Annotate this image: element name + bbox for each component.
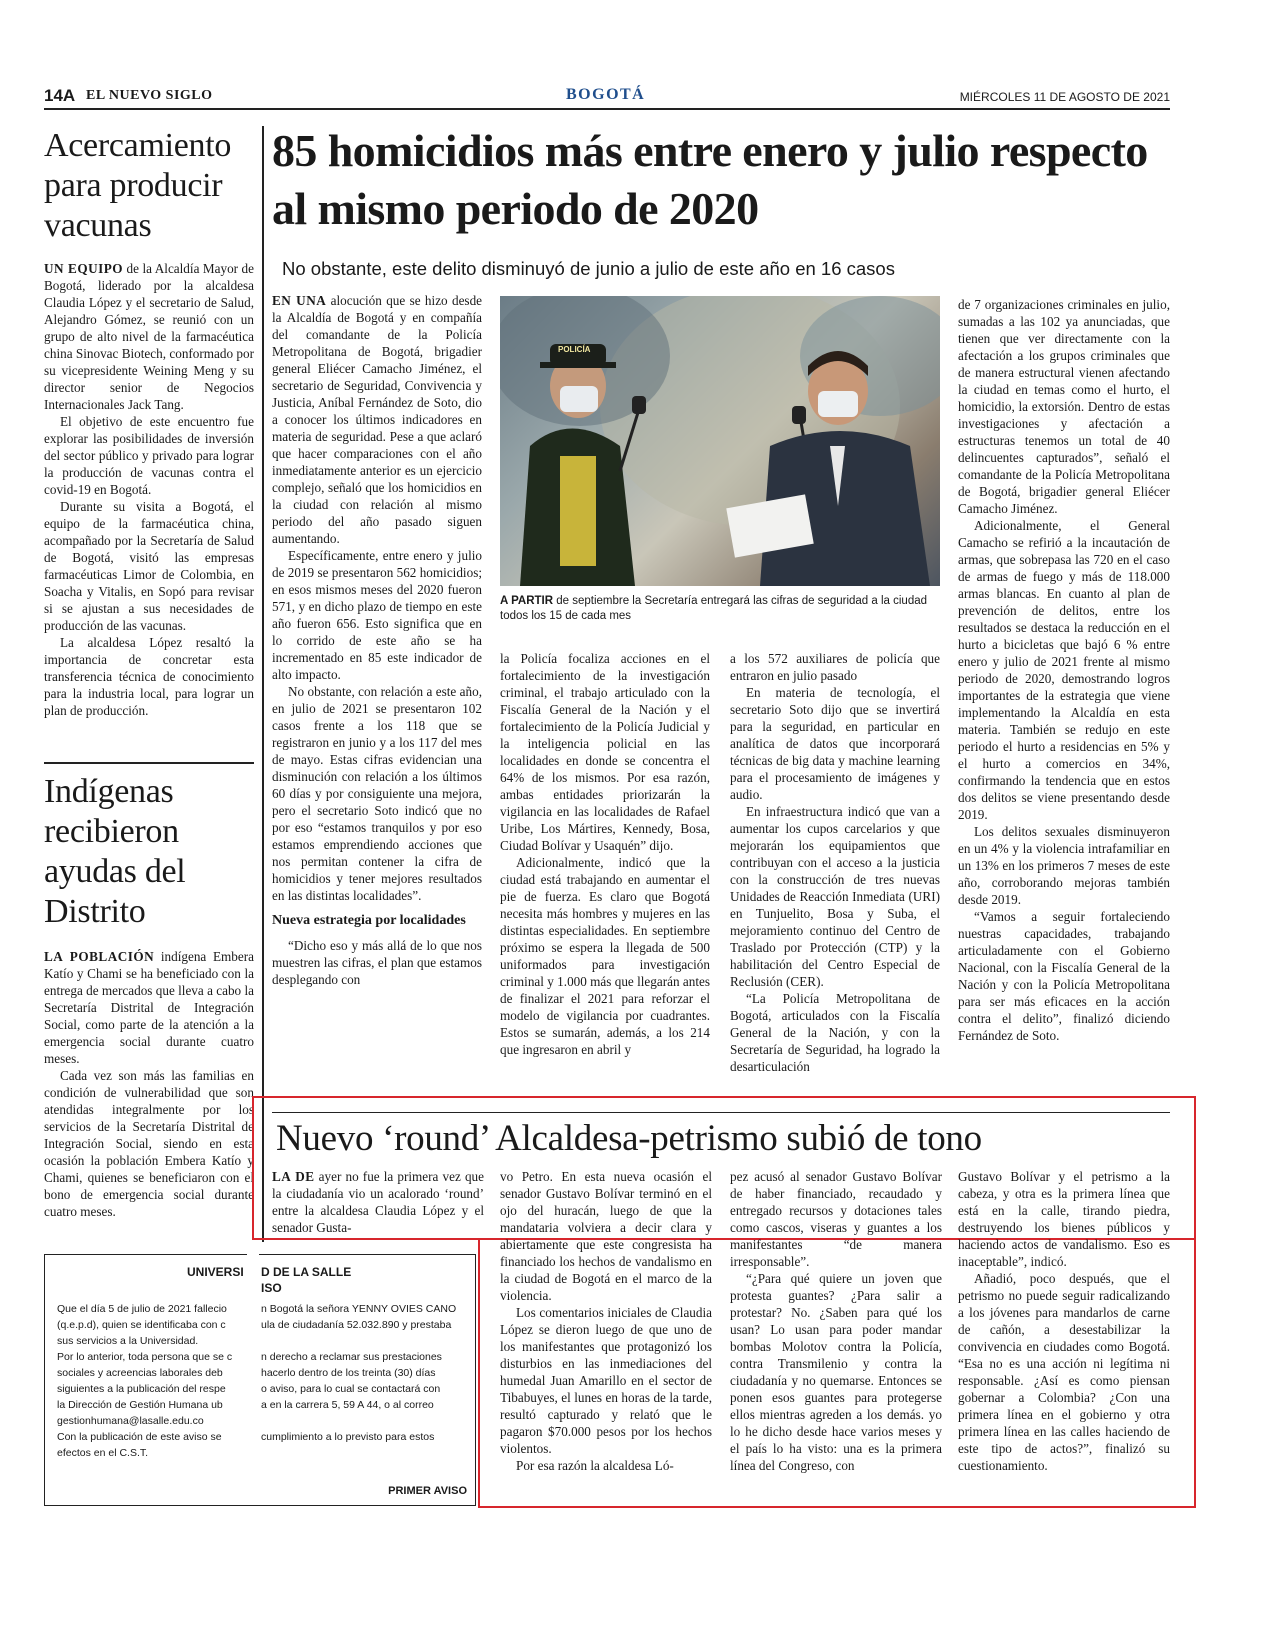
main-crosshead: Nueva estrategia por localidades — [272, 913, 466, 928]
paper-name: EL NUEVO SIGLO — [86, 88, 213, 103]
notice-line: Por lo anterior, toda persona que se c — [57, 1351, 233, 1363]
round-paragraph: Por esa razón la alcaldesa Ló- — [516, 1458, 674, 1473]
main-paragraph: alocución que se hizo desde la Alcaldía de Bogotá y en compañía del comandante de la Policía Metropolitana de Bogotá, brigadier general Eliécer Camacho Jiménez, el secretario de Seguridad, Convivencia y Justicia, Aníbal Fernández de Soto, dio a conocer los últimos indicadores en materia de seguridad. Pese a que aclaró que hacer comparaciones con el año inmediatamente anterior es un ejercicio complejo, señaló que los homicidios en la ciudad con relación al mismo periodo del año pasado siguen aumentando. — [272, 293, 483, 546]
notice-line: la Dirección de Gestión Humana ub — [57, 1399, 223, 1411]
round-paragraph: Los comentarios iniciales de Claudia López se dieron luego de que uno de los manifestantes que protagonizó los disturbios en las inmediaciones del humedal Juan Amarillo en el sector de Tibabuyes, el lunes en horas de la tarde, resultó capturado y relató que le pagaron $70.000 pesos por los hechos violentos. — [500, 1305, 712, 1456]
notice-line: Con la publicación de este aviso se — [57, 1431, 222, 1443]
side-story-indigenas — [44, 772, 254, 1220]
notice-line — [261, 1333, 471, 1349]
main-paragraph: En materia de tecnología, el secretario Soto dijo que se invertirá para la seguridad, en particular en analítica de datos que incorporará técnicas de big data y machine learning para el procesamiento de imágenes y audio. — [730, 685, 940, 802]
notice-line: o aviso, para lo cual se contactará con — [261, 1383, 441, 1395]
main-subhead: No obstante, este delito disminuyó de junio a julio de este año en 16 casos — [282, 258, 895, 279]
university-notice — [44, 1254, 476, 1506]
round-column-3 — [730, 1168, 942, 1474]
side1-paragraph: El objetivo de este encuentro fue explorar las posibilidades de inversión del sector público y privado para lograr la producción de vacunas contra el covid-19 en Bogotá. — [44, 414, 254, 497]
main-paragraph: “Dicho eso y más allá de lo que nos muestren las cifras, el plan que estamos desplegando con — [272, 938, 482, 987]
round-column-4 — [958, 1168, 1170, 1474]
main-photo — [500, 296, 940, 586]
notice-line: a en la carrera 5, 59 A 44, o al correo — [261, 1399, 434, 1411]
main-paragraph: “La Policía Metropolitana de Bogotá, articulados con la Fiscalía General de la Nación, y con la Secretaría de Seguridad, ha logrado la desarticulación — [730, 991, 940, 1074]
main-paragraph: de 7 organizaciones criminales en julio, sumadas a las 102 ya anunciadas, que tienen que ver directamente con la afectación a los grupos criminales que de manera estructural vienen afectando la ciudad en temas como el hurto, el homicidio, la extorsión. Dentro de estas investigaciones y afectación a estructuras tenemos un total de 40 delincuentes capturados”, señaló el comandante de la Policía Metropolitana de Bogotá, brigadier general Eliécer Camacho Jiménez. — [958, 297, 1170, 516]
main-paragraph: la Policía focaliza acciones en el fortalecimiento de la investigación criminal, el trabajo articulado con la Fiscalía General de la Nación y el fortalecimiento de la Policía Judicial y la inteligencia policial en las localidades en donde se concentra el 64% de los mismos. Por esa razón, ambas entidades priorizarán la vigilancia en las localidades de Rafael Uribe, Los Mártires, Kennedy, Bosa, Ciudad Bolívar y Usaquén” dijo. — [500, 651, 710, 853]
notice-line — [261, 1413, 471, 1429]
notice-left-block — [57, 1301, 245, 1461]
main-column-4 — [958, 296, 1170, 1044]
main-paragraph: “Vamos a seguir fortaleciendo nuestras capacidades, trabajando articuladamente con el Gobierno Nacional, con la Fiscalía General de la Nación y con la Policía Metropolitana para ser más eficaces en la acción contra el delito”, finalizó diciendo Fernández de Soto. — [958, 909, 1170, 1043]
round-top-rule — [272, 1112, 1170, 1113]
police-badge-text: POLICÍA — [558, 345, 591, 354]
notice-line: n Bogotá la señora YENNY OVIES CANO — [261, 1303, 457, 1315]
photo-illustration — [500, 296, 940, 586]
notice-line: efectos en el C.S.T. — [57, 1447, 149, 1459]
notice-line: gestionhumana@lasalle.edu.co — [57, 1415, 204, 1427]
side1-lead-word: UN EQUIPO — [44, 261, 124, 276]
notice-line: sociales y acreencias laborales deb — [57, 1367, 223, 1379]
round-paragraph: vo Petro. En esta nueva ocasión el senador Gustavo Bolívar terminó en el ojo del huracán, luego de que la mandataria volviera a decir clara y abiertamente que este congresista ha financiado los hechos de vandalismo en la ciudad de Bogotá en el marco de la violencia. — [500, 1169, 712, 1303]
notice-title-right: D DE LA SALLE — [261, 1265, 352, 1279]
notice-line: siguientes a la publicación del respe — [57, 1383, 226, 1395]
masthead — [44, 86, 1170, 108]
caption-text: de septiembre la Secretaría entregará las cifras de seguridad a la ciudad todos los 15 de cada mes — [500, 595, 928, 622]
page-number: 14A — [44, 86, 76, 105]
round-paragraph: Añadió, poco después, que el petrismo no puede seguir radicalizando a los jóvenes para mandarlos de carne de cañón, a desestabilizar la convivencia en ciudades como Bogotá. “Esa no es una acción ni legítima ni responsable. ¿Así es como piensan gobernar a Colombia? ¿Con una primera línea en el gobierno y otra primera línea en las calles haciendo de este tipo de actos?”, finalizó su cuestionamiento. — [958, 1271, 1170, 1473]
notice-line: hacerlo dentro de los treinta (30) días — [261, 1367, 436, 1379]
main-lead-word: EN UNA — [272, 293, 327, 308]
main-column-1 — [272, 292, 482, 988]
notice-footer: PRIMER AVISO — [388, 1485, 467, 1497]
side2-lead-word: LA POBLACIÓN — [44, 949, 155, 964]
notice-title-left: UNIVERSI — [187, 1265, 244, 1279]
side-story-vacunas — [44, 126, 254, 719]
main-paragraph: No obstante, con relación a este año, en julio de 2021 se presentaron 102 casos frente a los 118 que se registraron en junio y a los 117 del mes de mayo. Estas cifras evidencian una disminución con relación a los últimos 60 días y por consiguiente una mejora, pero el secretario Soto indicó que no por eso “estamos tranquilos y por eso estamos emprendiendo acciones que nos permitan contener la cifra de homicidios y tener mejores resultados en las distintas localidades”. — [272, 684, 482, 903]
side2-paragraph: indígena Embera Katío y Chami se ha beneficiado con la entrega de mercados que lleva a cabo la Secretaría Distrital de Integración Social, como parte de la atención a la emergencia social durante cuatro meses. — [44, 949, 254, 1066]
notice-line: Que el día 5 de julio de 2021 fallecio — [57, 1303, 227, 1315]
notice-right-block — [261, 1285, 471, 1445]
main-column-2 — [500, 650, 710, 1058]
round-column-2 — [500, 1168, 712, 1474]
issue-date: MIÉRCOLES 11 DE AGOSTO DE 2021 — [959, 90, 1170, 104]
section-label: BOGOTÁ — [566, 86, 646, 103]
notice-line: cumplimiento a lo previsto para estos — [261, 1431, 435, 1443]
notice-line — [261, 1285, 471, 1301]
side1-paragraph: de la Alcaldía Mayor de Bogotá, liderado por la alcaldesa Claudia López y el secretario de Salud, Alejandro Gómez, se reunió con un grupo de alto nivel de la farmacéutica china Sinovac Biotech, conformado por su vicepresidente Weining Meng y su director senior de Negocios Internacionales Jack Tang. — [44, 261, 254, 412]
notice-fold-gap — [247, 1253, 259, 1505]
main-paragraph: En infraestructura indicó que van a aumentar los cupos carcelarios y que mejorarán los equipamientos que contribuyan con el acceso a la justicia con la construcción de tres nuevas Unidades de Reacción Inmediata (URI) en Tunjuelito, Bosa y Suba, el mejoramiento continuo del Centro de Traslado por Protección (CTP) y la habilitación del Centro Especial de Reclusión (CER). — [730, 804, 940, 989]
side2-paragraph: Cada vez son más las familias en condición de vulnerabilidad que son atendidas integralmente por los servicios de la Secretaría Distrital de Integración Social, siendo en esta ocasión la población Embera Katío y Chami, quienes se beneficiaron con el bono de emergencia social durante cuatro meses. — [44, 1068, 254, 1219]
side-headline-indigenas: Indígenas recibieron ayudas del Distrito — [44, 773, 186, 930]
main-headline: 85 homicidios más entre enero y julio respecto al mismo periodo de 2020 — [272, 125, 1148, 234]
side-headline-vacunas: Acercamiento para producir vacunas — [44, 127, 232, 244]
column-divider — [262, 126, 264, 1242]
round-paragraph: “¿Para qué quiere un joven que protesta guantes? ¿Para salir a protestar? No. ¿Saben para qué los usan? Lo usan para poder mandar bombas Molotov contra la Policía, contra Transmilenio y contra la ciudadanía y no quemarse. Entonces se ponen esos guantes para protegerse ellos mientras agreden a los demás. yo lo he dicho desde hace varios meses y el país lo ha visto: una es la primera línea del Congreso, con — [730, 1271, 942, 1473]
main-column-3 — [730, 650, 940, 1075]
photo-caption — [500, 594, 940, 624]
round-paragraph: ayer no fue la primera vez que la ciudadanía vio un acalorado ‘round’ entre la alcaldesa Claudia López y el senador Gusta- — [272, 1169, 484, 1235]
round-column-1 — [272, 1168, 484, 1236]
caption-lead: A PARTIR — [500, 595, 554, 607]
round-paragraph: pez acusó al senador Gustavo Bolívar de haber financiado, recaudado y entregado recursos y dotaciones tales como cascos, viseras y guantes a los manifestantes “de manera irresponsable”. — [730, 1169, 942, 1269]
side-divider — [44, 762, 254, 764]
side1-paragraph: La alcaldesa López resaltó la importancia de concretar esta transferencia técnica de conocimiento para la industria local, para lograr un plan de producción. — [44, 635, 254, 718]
notice-line: ula de ciudadanía 52.032.890 y prestaba — [261, 1319, 452, 1331]
main-paragraph: Adicionalmente, el General Camacho se refirió a la incautación de armas, que sobrepasa las 720 en el caso de armas de fuego y más de 118.000 armas blancas. En cuanto al plan de prevención de delitos, entre los resultados se destaca la reducción en el hurto a bicicletas que bajó 6 % entre enero y julio de 2021 frente al mismo periodo de 2020, demostrando logros importantes de la estrategia que viene implementando la Alcaldía en esta materia. También se redujo en este periodo el hurto a residencias en 5% y el hurto a comercios en 34%, confirmando la tendencia que en estos dos delitos se viene presentando desde 2019. — [958, 518, 1170, 822]
main-paragraph: Específicamente, entre enero y julio de 2019 se presentaron 562 homicidios; en esos mismos meses del 2020 fueron 571, y en dicho plazo de tiempo en este año fueron 656. Esto significa que en lo corrido de este año se ha incrementado en 85 este indicador de alto impacto. — [272, 548, 482, 682]
notice-line: n derecho a reclamar sus prestaciones — [261, 1351, 442, 1363]
side1-paragraph: Durante su visita a Bogotá, el equipo de la farmacéutica china, acompañado por la Secretaría de Salud de Bogotá, visitó las empresas farmacéuticas Limor de Colombia, en Soacha y Vitalis, en Sopó para revisar si se ajustan a sus necesidades de producción de las vacunas. — [44, 499, 254, 633]
notice-line: (q.e.p.d), quien se identificaba con c — [57, 1319, 226, 1331]
round-paragraph: Gustavo Bolívar y el petrismo a la cabeza, y otra es la primera línea que está en la calle, tirando piedra, destruyendo los bienes públicos y haciendo actos de vandalismo. Eso es inaceptable”, indicó. — [958, 1169, 1170, 1269]
main-paragraph: Los delitos sexuales disminuyeron en un 4% y la violencia intrafamiliar en un 13% en los primeros 7 meses de este año, corroborando mejoras también desde 2019. — [958, 824, 1170, 907]
round-headline: Nuevo ‘round’ Alcaldesa-petrismo subió de tono — [276, 1118, 982, 1159]
notice-subtitle: ISO — [261, 1281, 282, 1295]
masthead-rule — [44, 108, 1170, 110]
round-lead-word: LA DE — [272, 1169, 315, 1184]
notice-line: sus servicios a la Universidad. — [57, 1335, 199, 1347]
main-paragraph: a los 572 auxiliares de policía que entraron en julio pasado — [730, 651, 940, 683]
main-paragraph: Adicionalmente, indicó que la ciudad está trabajando en aumentar el pie de fuerza. Es claro que Bogotá necesita más hombres y mujeres en las distintas especialidades. En septiembre próximo se espera la llegada de 500 uniformados para investigación criminal y 1.000 más que llegarán antes de finalizar el 2021 para reforzar el modelo de vigilancia por cuadrantes. Estos se sumarán, además, a los 214 que ingresaron en abril y — [500, 855, 710, 1057]
